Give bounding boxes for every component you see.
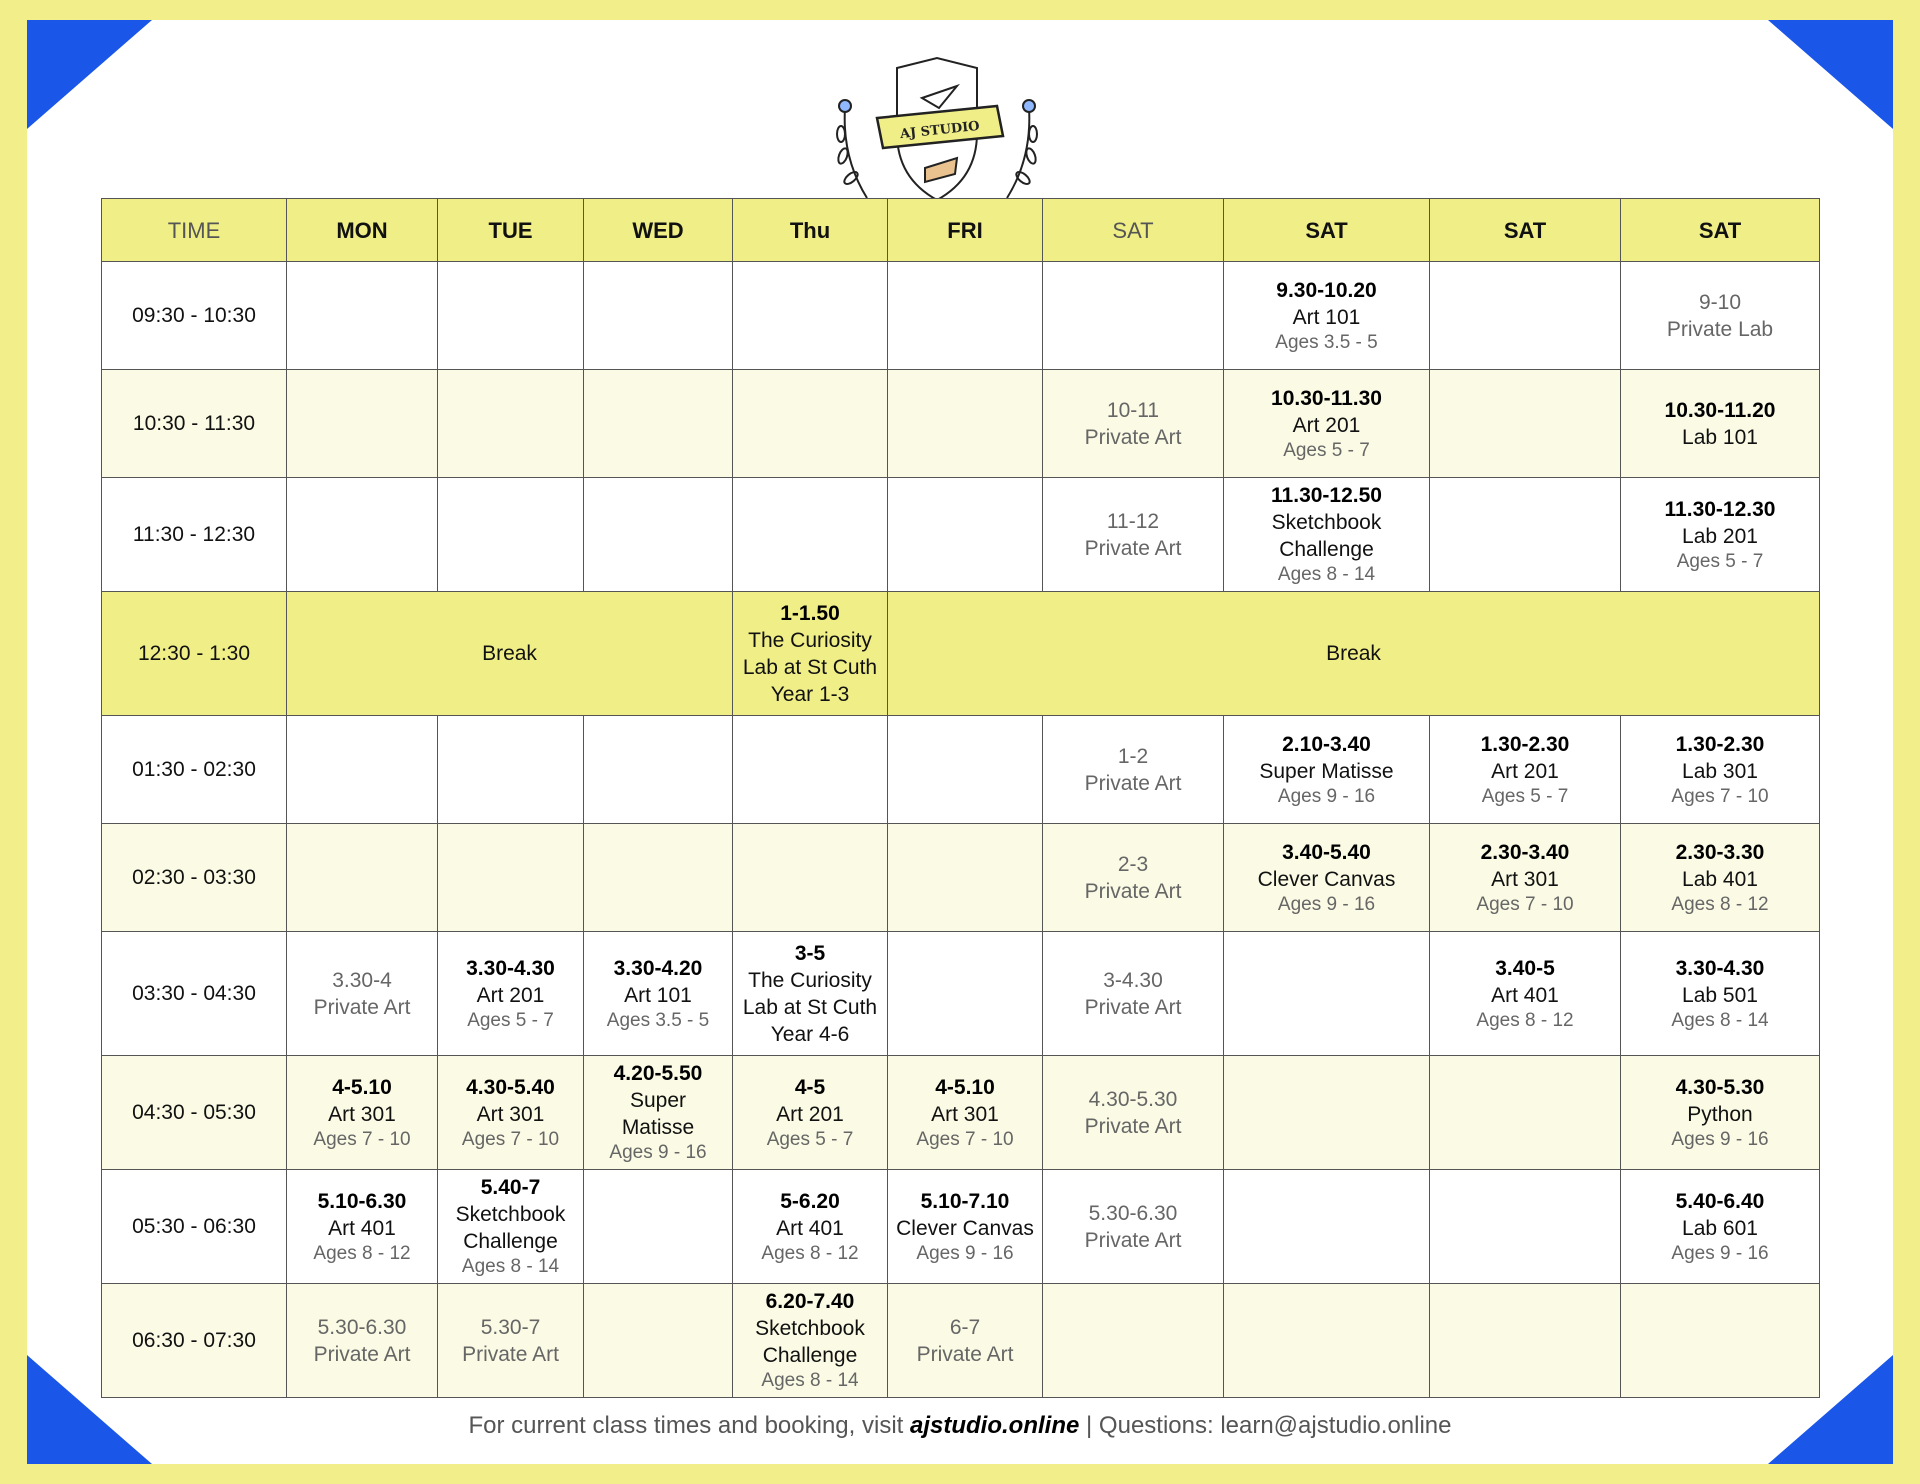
empty-cell <box>733 370 888 478</box>
class-name: Art 201 <box>1292 413 1361 437</box>
class-name: Private Art <box>313 995 411 1019</box>
class-ages: Ages 3.5 - 5 <box>606 1009 710 1031</box>
logo-text: AJ STUDIO <box>899 118 981 143</box>
empty-cell <box>438 370 584 478</box>
class-cell <box>438 1170 584 1284</box>
class-cell <box>1043 1170 1224 1284</box>
empty-cell <box>888 262 1043 370</box>
class-ages: Ages 8 - 12 <box>1476 1009 1574 1031</box>
class-name: Private Art <box>1084 425 1182 449</box>
class-ages: Ages 8 - 12 <box>761 1242 859 1264</box>
class-cell <box>1621 1170 1820 1284</box>
empty-cell <box>438 478 584 592</box>
class-time: 5.40-6.40 <box>1675 1189 1765 1213</box>
class-cell <box>438 1056 584 1170</box>
column-header: SAT <box>1621 199 1820 262</box>
site-link[interactable]: ajstudio.online <box>910 1412 1080 1439</box>
class-cell <box>1621 370 1820 478</box>
class-name: Super <box>629 1089 687 1112</box>
class-time: 5.40-7 <box>480 1176 541 1199</box>
empty-cell <box>287 478 438 592</box>
class-time: 3-5 <box>794 941 826 965</box>
class-cell <box>1621 262 1820 370</box>
class-cell <box>1224 716 1430 824</box>
empty-cell <box>584 824 733 932</box>
class-time: 4.30-5.40 <box>466 1075 555 1099</box>
empty-cell <box>1430 262 1621 370</box>
class-schedule-table <box>101 198 1820 1398</box>
class-ages: Ages 5 - 7 <box>1676 550 1764 572</box>
class-name: Lab 501 <box>1682 983 1758 1007</box>
empty-cell <box>1430 1170 1621 1284</box>
empty-cell <box>1621 1284 1820 1398</box>
class-name: Private Art <box>313 1342 411 1366</box>
time-slot: 06:30 - 07:30 <box>102 1284 287 1398</box>
class-time: 3.30-4.20 <box>613 956 703 980</box>
class-cell <box>1224 262 1430 370</box>
time-row <box>102 824 1820 932</box>
class-name: Private Art <box>1084 879 1182 903</box>
empty-cell <box>888 370 1043 478</box>
class-ages: Ages 8 - 14 <box>761 1370 859 1391</box>
class-ages: Ages 5 - 7 <box>1481 785 1569 807</box>
class-cell <box>1043 716 1224 824</box>
class-time: 5-6.20 <box>780 1189 840 1213</box>
class-ages: Ages 9 - 16 <box>609 1142 707 1163</box>
column-header: SAT <box>1043 199 1224 262</box>
class-cell <box>287 1170 438 1284</box>
class-ages: Ages 7 - 10 <box>1671 785 1769 807</box>
class-time: 5.30-6.30 <box>1088 1201 1178 1225</box>
column-header: FRI <box>888 199 1043 262</box>
class-name: Art 101 <box>1292 305 1361 329</box>
class-cell <box>1043 932 1224 1056</box>
class-name: Challenge <box>762 1344 858 1367</box>
class-ages: Ages 8 - 12 <box>313 1242 411 1264</box>
footer-prefix: For current class times and booking, visit <box>468 1412 910 1439</box>
class-time: 4-5 <box>794 1075 826 1099</box>
class-cell <box>584 932 733 1056</box>
class-name: Art 201 <box>776 1102 844 1126</box>
time-row <box>102 932 1820 1056</box>
class-name: Sketchbook <box>1271 511 1382 534</box>
time-slot: 04:30 - 05:30 <box>102 1056 287 1170</box>
schedule-sheet <box>27 20 1893 1464</box>
class-name: Art 201 <box>1491 759 1559 783</box>
footer-questions: Questions: learn@ajstudio.online <box>1098 1412 1452 1439</box>
empty-cell <box>1430 1284 1621 1398</box>
break-cell: Break <box>287 592 733 716</box>
class-ages: Ages 7 - 10 <box>313 1128 411 1150</box>
class-cell <box>1621 478 1820 592</box>
class-cell <box>438 1284 584 1398</box>
column-header: SAT <box>1224 199 1430 262</box>
time-row <box>102 1284 1820 1398</box>
class-cell <box>1621 824 1820 932</box>
empty-cell <box>733 716 888 824</box>
class-cell <box>733 1056 888 1170</box>
time-slot: 12:30 - 1:30 <box>102 592 287 716</box>
class-name: Challenge <box>463 1230 558 1253</box>
class-time: 3.30-4.30 <box>1675 956 1765 980</box>
column-header: Thu <box>733 199 888 262</box>
class-name: Art 301 <box>931 1102 999 1126</box>
class-ages: Ages 5 - 7 <box>1283 439 1370 461</box>
class-time: 4.30-5.30 <box>1675 1075 1765 1099</box>
class-cell <box>438 932 584 1056</box>
class-cell <box>287 932 438 1056</box>
class-name: Art 401 <box>328 1216 396 1240</box>
class-ages: Ages 5 - 7 <box>467 1009 554 1031</box>
class-name: Private Art <box>916 1342 1014 1366</box>
class-cell <box>1224 478 1430 592</box>
aj-studio-logo <box>827 48 1047 208</box>
class-name: Private Art <box>462 1342 559 1366</box>
empty-cell <box>584 262 733 370</box>
class-time: 4.30-5.30 <box>1088 1087 1178 1111</box>
class-name: Lab at St Cuth <box>742 655 878 679</box>
class-name: Art 301 <box>328 1102 396 1126</box>
empty-cell <box>733 824 888 932</box>
empty-cell <box>888 716 1043 824</box>
time-slot: 10:30 - 11:30 <box>102 370 287 478</box>
class-cell <box>733 1284 888 1398</box>
class-name: Clever Canvas <box>1257 867 1396 891</box>
class-name: Art 401 <box>776 1216 844 1240</box>
class-time: 6.20-7.40 <box>765 1290 855 1313</box>
time-slot: 09:30 - 10:30 <box>102 262 287 370</box>
class-name: Art 301 <box>1491 867 1559 891</box>
class-time: 6-7 <box>949 1315 981 1339</box>
class-name: Super Matisse <box>1259 759 1394 783</box>
time-row <box>102 716 1820 824</box>
class-name: The Curiosity <box>748 968 872 992</box>
footer <box>27 1412 1893 1440</box>
column-header: MON <box>287 199 438 262</box>
class-name: Matisse <box>621 1116 695 1139</box>
class-time: 3.30-4.30 <box>466 956 555 980</box>
class-name: Art 201 <box>476 983 545 1007</box>
class-time: 10-11 <box>1106 398 1160 422</box>
class-time: 3-4.30 <box>1103 968 1163 992</box>
class-cell <box>733 932 888 1056</box>
class-name: Challenge <box>1279 538 1374 561</box>
class-name: Private Art <box>1084 771 1182 795</box>
class-ages: Ages 7 - 10 <box>1476 893 1574 915</box>
class-cell <box>1043 824 1224 932</box>
empty-cell <box>287 716 438 824</box>
class-time: 5.30-6.30 <box>317 1315 407 1339</box>
class-name: The Curiosity <box>748 628 872 652</box>
empty-cell <box>888 824 1043 932</box>
class-time: 2.30-3.30 <box>1675 840 1765 864</box>
class-time: 1-2 <box>1117 744 1149 768</box>
class-ages: Ages 8 - 14 <box>461 1256 560 1277</box>
class-time: 3.40-5.40 <box>1282 840 1371 864</box>
class-ages: Ages 9 - 16 <box>916 1242 1014 1264</box>
class-name: Lab at St Cuth <box>742 995 878 1019</box>
empty-cell <box>287 262 438 370</box>
class-ages: Ages 5 - 7 <box>766 1128 854 1150</box>
class-cell <box>1224 370 1430 478</box>
class-time: 1.30-2.30 <box>1675 732 1765 756</box>
class-name: Sketchbook <box>455 1203 566 1226</box>
class-name: Python <box>1687 1102 1753 1126</box>
empty-cell <box>584 1170 733 1284</box>
class-cell <box>1043 478 1224 592</box>
class-name: Year 1-3 <box>770 682 850 706</box>
empty-cell <box>438 716 584 824</box>
time-slot: 03:30 - 04:30 <box>102 932 287 1056</box>
class-time: 5.10-7.10 <box>920 1189 1010 1213</box>
class-time: 10.30-11.20 <box>1664 398 1776 422</box>
class-ages: Ages 8 - 14 <box>1277 564 1376 585</box>
class-name: Private Art <box>1084 1114 1182 1138</box>
empty-cell <box>287 370 438 478</box>
empty-cell <box>584 1284 733 1398</box>
corner-decoration <box>1768 20 1893 129</box>
class-ages: Ages 8 - 14 <box>1671 1009 1769 1031</box>
class-name: Lab 401 <box>1682 867 1758 891</box>
empty-cell <box>1224 1170 1430 1284</box>
class-cell <box>287 1284 438 1398</box>
footer-separator: | <box>1079 1412 1099 1439</box>
class-name: Lab 201 <box>1682 524 1758 548</box>
empty-cell <box>584 370 733 478</box>
break-cell: Break <box>888 592 1820 716</box>
class-name: Art 301 <box>476 1102 545 1126</box>
class-name: Art 401 <box>1491 983 1559 1007</box>
time-slot: 02:30 - 03:30 <box>102 824 287 932</box>
empty-cell <box>287 824 438 932</box>
class-ages: Ages 3.5 - 5 <box>1275 331 1378 353</box>
empty-cell <box>584 478 733 592</box>
class-ages: Ages 9 - 16 <box>1277 893 1376 915</box>
column-header: SAT <box>1430 199 1621 262</box>
time-row <box>102 592 1820 716</box>
empty-cell <box>733 478 888 592</box>
class-time: 5.10-6.30 <box>317 1189 407 1213</box>
header-row <box>102 199 1820 262</box>
time-slot: 01:30 - 02:30 <box>102 716 287 824</box>
time-row <box>102 1170 1820 1284</box>
class-time: 11.30-12.50 <box>1271 484 1382 507</box>
class-ages: Ages 9 - 16 <box>1277 785 1376 807</box>
class-name: Private Art <box>1084 1228 1182 1252</box>
class-time: 3.30-4 <box>332 968 392 992</box>
class-name: Year 4-6 <box>770 1022 850 1046</box>
empty-cell <box>1430 370 1621 478</box>
empty-cell <box>1224 1056 1430 1170</box>
class-cell <box>733 1170 888 1284</box>
class-time: 11-12 <box>1106 509 1160 533</box>
empty-cell <box>1224 1284 1430 1398</box>
class-time: 1.30-2.30 <box>1480 732 1570 756</box>
class-time: 4.20-5.50 <box>613 1062 703 1085</box>
class-time: 11.30-12.30 <box>1664 497 1776 521</box>
class-name: Lab 301 <box>1682 759 1758 783</box>
empty-cell <box>1043 262 1224 370</box>
time-slot: 05:30 - 06:30 <box>102 1170 287 1284</box>
class-name: Lab 601 <box>1682 1216 1758 1240</box>
class-name: Clever Canvas <box>896 1216 1034 1240</box>
empty-cell <box>438 824 584 932</box>
column-header: TIME <box>102 199 287 262</box>
class-time: 4-5.10 <box>935 1075 995 1099</box>
class-cell <box>1224 824 1430 932</box>
column-header: TUE <box>438 199 584 262</box>
class-name: Private Art <box>1084 536 1182 560</box>
class-time: 10.30-11.30 <box>1271 386 1382 410</box>
class-name: Private Art <box>1084 995 1182 1019</box>
class-cell <box>1043 1056 1224 1170</box>
class-cell <box>584 1056 733 1170</box>
class-time: 2-3 <box>1117 852 1149 876</box>
class-name: Lab 101 <box>1682 425 1758 449</box>
class-time: 1-1.50 <box>780 601 840 625</box>
class-cell <box>888 1284 1043 1398</box>
time-slot: 11:30 - 12:30 <box>102 478 287 592</box>
time-row <box>102 262 1820 370</box>
class-cell <box>1621 1056 1820 1170</box>
empty-cell <box>888 932 1043 1056</box>
class-cell <box>888 1056 1043 1170</box>
class-time: 3.40-5 <box>1495 956 1555 980</box>
empty-cell <box>1430 478 1621 592</box>
empty-cell <box>888 478 1043 592</box>
class-name: Art 101 <box>624 983 692 1007</box>
class-name: Private Lab <box>1666 317 1774 341</box>
empty-cell <box>1043 1284 1224 1398</box>
class-time: 9.30-10.20 <box>1276 278 1377 302</box>
corner-decoration <box>27 20 152 129</box>
class-cell <box>1430 716 1621 824</box>
class-time: 4-5.10 <box>332 1075 392 1099</box>
empty-cell <box>733 262 888 370</box>
class-cell <box>1430 932 1621 1056</box>
class-time: 2.10-3.40 <box>1282 732 1371 756</box>
time-row <box>102 370 1820 478</box>
time-row <box>102 1056 1820 1170</box>
class-ages: Ages 7 - 10 <box>461 1128 560 1150</box>
class-ages: Ages 9 - 16 <box>1671 1128 1769 1150</box>
class-cell <box>287 1056 438 1170</box>
class-time: 9-10 <box>1698 290 1742 314</box>
empty-cell <box>1224 932 1430 1056</box>
class-time: 5.30-7 <box>480 1315 541 1339</box>
empty-cell <box>438 262 584 370</box>
class-cell <box>1043 370 1224 478</box>
time-row <box>102 478 1820 592</box>
empty-cell <box>584 716 733 824</box>
column-header: WED <box>584 199 733 262</box>
class-ages: Ages 7 - 10 <box>916 1128 1014 1150</box>
class-time: 2.30-3.40 <box>1480 840 1570 864</box>
class-ages: Ages 9 - 16 <box>1671 1242 1769 1264</box>
class-name: Sketchbook <box>755 1317 865 1340</box>
class-cell <box>888 1170 1043 1284</box>
class-cell <box>733 592 888 716</box>
class-cell <box>1621 932 1820 1056</box>
class-cell <box>1621 716 1820 824</box>
class-cell <box>1430 824 1621 932</box>
class-ages: Ages 8 - 12 <box>1671 893 1769 915</box>
empty-cell <box>1430 1056 1621 1170</box>
